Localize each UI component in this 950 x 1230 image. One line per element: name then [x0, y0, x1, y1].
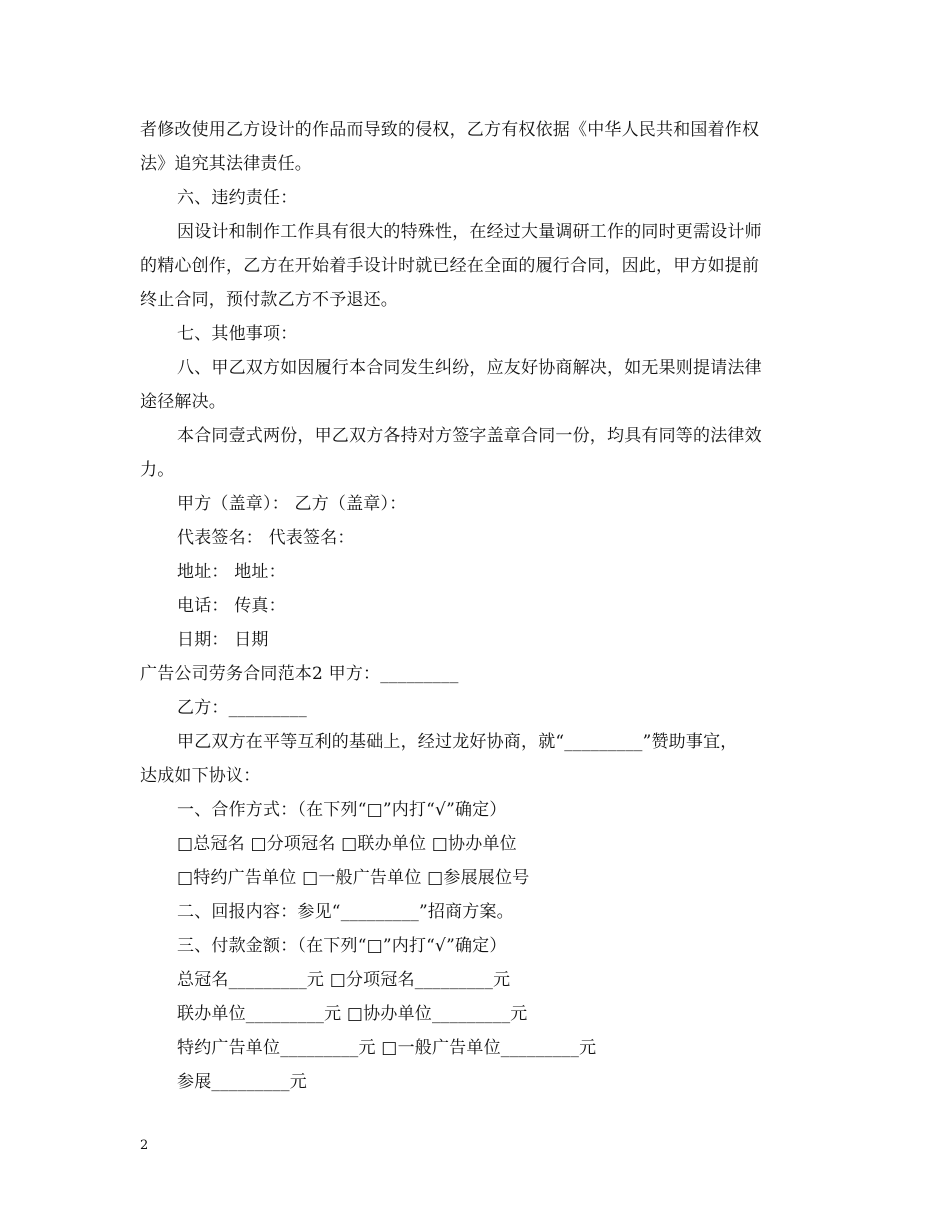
text-line: 者修改使用乙方设计的作品而导致的侵权，乙方有权依据《中华人民共和国着作权	[140, 120, 760, 140]
signature-line: 日期： 日期	[177, 630, 269, 650]
section-heading: 六、违约责任：	[177, 188, 298, 208]
signature-line: 甲方（盖章）： 乙方（盖章）：	[177, 494, 407, 514]
signature-line: 代表签名： 代表签名：	[177, 528, 355, 548]
section-heading: 二、回报内容：参见“_________”招商方案。	[177, 902, 514, 922]
section-heading: 七、其他事项：	[177, 324, 298, 344]
section-heading: 一、合作方式：（在下列“□”内打“√”确定）	[177, 800, 507, 820]
checkbox-options: □总冠名 □分项冠名 □联办单位 □协办单位	[177, 834, 517, 854]
text-line: 本合同壹式两份，甲乙双方各持对方签字盖章合同一份，均具有同等的法律效	[177, 426, 762, 446]
text-line: 的精心创作，乙方在开始着手设计时就已经在全面的履行合同，因此，甲方如提前	[140, 256, 760, 276]
text-line: 力。	[140, 460, 175, 480]
text-line: 甲乙双方在平等互利的基础上，经过龙好协商，就“_________”赞助事宜，	[177, 732, 738, 752]
payment-line: 特约广告单位_________元 □一般广告单位_________元	[177, 1038, 597, 1058]
text-line: 乙方：_________	[177, 698, 307, 718]
text-line: 终止合同，预付款乙方不予退还。	[140, 290, 398, 310]
document-title-line: 广告公司劳务合同范本2 甲方：_________	[140, 664, 459, 684]
page-number: 2	[140, 1138, 149, 1153]
checkbox-options: □特约广告单位 □一般广告单位 □参展展位号	[177, 868, 530, 888]
payment-line: 总冠名_________元 □分项冠名_________元	[177, 970, 511, 990]
signature-line: 地址： 地址：	[177, 562, 286, 582]
payment-line: 参展_________元	[177, 1072, 307, 1092]
signature-line: 电话： 传真：	[177, 596, 286, 616]
text-line: 法》追究其法律责任。	[140, 154, 312, 174]
text-line: 途径解决。	[140, 392, 226, 412]
text-line: 因设计和制作工作具有很大的特殊性，在经过大量调研工作的同时更需设计师	[177, 222, 762, 242]
section-heading: 三、付款金额：（在下列“□”内打“√”确定）	[177, 936, 507, 956]
text-line: 达成如下协议：	[140, 766, 261, 786]
text-line: 八、甲乙双方如因履行本合同发生纠纷，应友好协商解决，如无果则提请法律	[177, 358, 762, 378]
payment-line: 联办单位_________元 □协办单位_________元	[177, 1004, 528, 1024]
